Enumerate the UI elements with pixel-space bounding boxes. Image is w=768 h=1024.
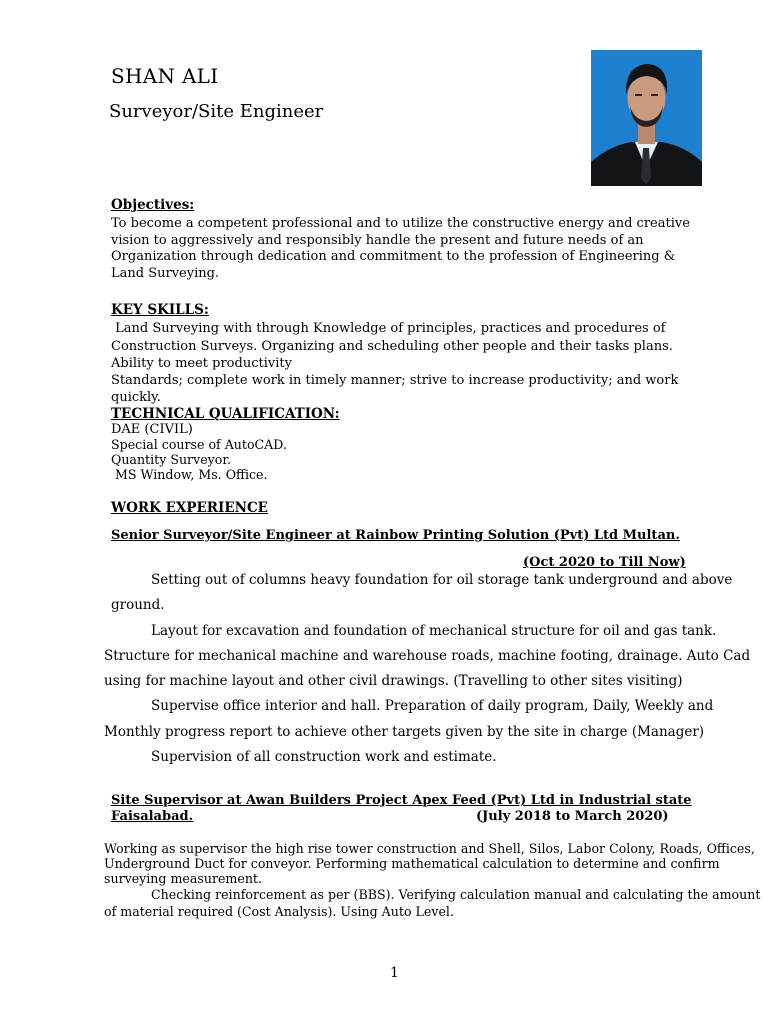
job-title: Site Supervisor at Awan Builders Project Apex Feed (Pvt) Ltd in Industrial state [111,793,692,808]
job-line: using for machine layout and other civil drawings. (Travelling to other sites visiting) [104,673,683,689]
technical-item: Special course of AutoCAD. [111,437,287,452]
job-line: Structure for mechanical machine and warehouse roads, machine footing, drainage. Auto Cad [104,648,751,664]
job-line: ground. [111,597,165,613]
technical-heading: TECHNICAL QUALIFICATION: [111,406,340,422]
job-line: of material required (Cost Analysis). Using Auto Level. [104,904,454,919]
key-skills-line: Construction Surveys. Organizing and scheduling other people and their tasks plans. [111,339,673,354]
job-title: Faisalabad. [111,809,194,824]
job-period: (Oct 2020 to Till Now) [523,555,686,570]
technical-item: Quantity Surveyor. [111,452,231,467]
key-skills-line: Land Surveying with through Knowledge of principles, practices and procedures of [111,321,666,336]
job-title: Senior Surveyor/Site Engineer at Rainbow Printing Solution (Pvt) Ltd Multan. [111,528,680,543]
objectives-line: To become a competent professional and to utilize the constructive energy and creative [111,216,690,231]
job-line: Monthly progress report to achieve other targets given by the site in charge (Manager) [104,724,705,740]
job-line: Supervision of all construction work and estimate. [151,749,497,765]
profile-photo [591,50,702,186]
candidate-name: SHAN ALI [111,64,219,88]
key-skills-heading: KEY SKILLS: [111,302,209,318]
technical-item: DAE (CIVIL) [111,422,193,437]
key-skills-line: quickly. [111,390,161,405]
technical-item: MS Window, Ms. Office. [111,467,268,482]
page-number: 1 [390,965,399,981]
job-period: (July 2018 to March 2020) [476,809,669,824]
key-skills-line: Ability to meet productivity [111,356,292,371]
job-line: Working as supervisor the high rise tower construction and Shell, Silos, Labor Colony, Roads, Offices, [104,841,755,856]
objectives-line: vision to aggressively and responsibly handle the present and future needs of an [111,233,644,248]
job-line: Supervise office interior and hall. Preparation of daily program, Daily, Weekly and [151,698,714,714]
objectives-heading: Objectives: [111,197,195,213]
work-experience-heading: WORK EXPERIENCE [111,500,268,516]
job-line: Layout for excavation and foundation of mechanical structure for oil and gas tank. [151,623,717,639]
job-line: Underground Duct for conveyor. Performing mathematical calculation to determine and confirm [104,856,720,871]
candidate-role: Surveyor/Site Engineer [109,101,324,122]
key-skills-line: Standards; complete work in timely manner; strive to increase productivity; and work [111,373,679,388]
objectives-line: Organization through dedication and commitment to the profession of Engineering & [111,249,676,264]
objectives-line: Land Surveying. [111,266,220,281]
job-line: Setting out of columns heavy foundation for oil storage tank underground and above [151,572,733,588]
job-line: Checking reinforcement as per (BBS). Verifying calculation manual and calculating the amount [151,887,761,902]
job-line: surveying measurement. [104,871,262,886]
